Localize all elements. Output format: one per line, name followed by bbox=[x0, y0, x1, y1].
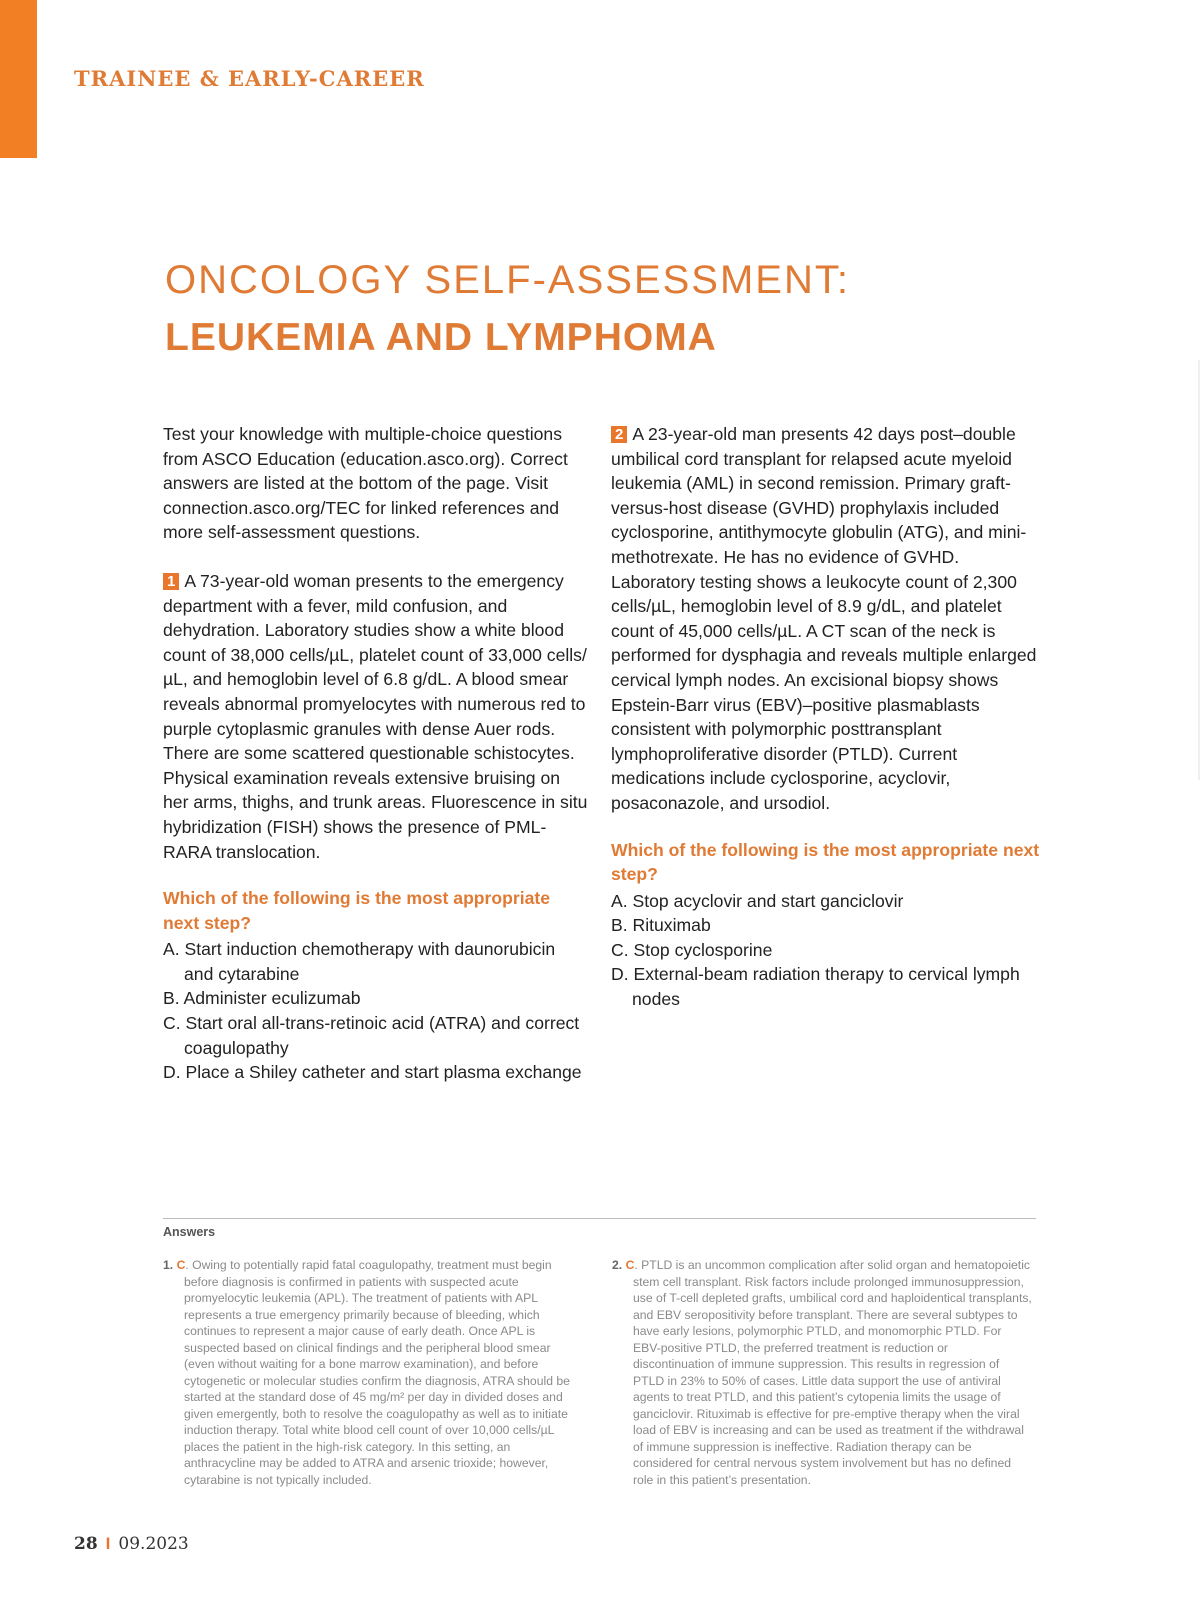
question-2-prompt: Which of the following is the most appropriate next step? bbox=[611, 839, 1040, 885]
question-text: A 23-year-old man presents 42 days post–double umbilical cord transplant for relapsed acute myeloid leukemia (AML) in second remission. Primary graft-versus-host disease (GVHD) prophylaxis included cyclosporine, antithymocyte globulin (ATG), and mini-methotrexate. He has no evidence of GVHD. Laboratory testing shows a leukocyte count of 2,300 cells/µL, hemoglobin level of 8.9 g/dL, and platelet count of 45,000 cells/µL. A CT scan of the neck is performed for dysphagia and reveals multiple enlarged cervical lymph nodes. An excisional biopsy shows Epstein-Barr virus (EBV)–positive plasmablasts consistent with polymorphic posttransplant lymphoproliferative disorder (PTLD). Current medications include cyclosporine, acyclovir, posaconazole, and ursodiol. bbox=[611, 424, 1037, 813]
option-a: A. Start induction chemotherapy with daunorubicin and cytarabine bbox=[163, 939, 556, 984]
intro-text: Test your knowledge with multiple-choice questions from ASCO Education (education.asco.org). Correct answers are listed at the bottom of the page. Visit connection.asco.org/TEC for linked references and more self-assessment questions. bbox=[163, 424, 568, 543]
issue-date: 09.2023 bbox=[118, 1534, 189, 1554]
answer-letter: C bbox=[176, 1258, 186, 1272]
option-d: D. External-beam radiation therapy to cervical lymph nodes bbox=[611, 964, 1020, 1010]
question-2-options bbox=[611, 889, 1041, 1012]
answer-number: 1. bbox=[163, 1258, 174, 1272]
question-1-stem bbox=[163, 569, 588, 864]
left-column bbox=[163, 422, 588, 1085]
option-b: B. Administer eculizumab bbox=[163, 988, 361, 1009]
answer-explanation: . PTLD is an uncommon complication after solid organ and hematopoietic stem cell transplant. Risk factors include prolonged immunosuppression, use of T-cell depleted grafts, umbilical cord and haploidentical transplants, and EBV seropositivity before transplant. There are several subtypes to have early lesions, polymorphic PTLD, and monomorphic PTLD. For EBV-positive PTLD, the preferred treatment is reduction or discontinuation of immune suppression. This results in regression of PTLD in 23% to 50% of cases. Little data support the use of antiviral agents to treat PTLD, and this patient’s cytopenia limits the usage of ganciclovir. Rituximab is effective for pre-emptive therapy when the viral load of EBV is increasing and can be used as treatment if the withdrawal of immune suppression is ineffective. Radiation therapy can be considered for central nervous system involvement but has no defined role in this patient’s presentation. bbox=[633, 1258, 1032, 1487]
question-1-options bbox=[163, 937, 588, 1085]
question-1-prompt: Which of the following is the most appropriate next step? bbox=[163, 888, 551, 933]
question-2-stem bbox=[611, 422, 1041, 816]
page-footer bbox=[74, 1534, 189, 1554]
question-text: A 73-year-old woman presents to the emergency department with a fever, mild confusion, and dehydration. Laboratory studies show a white blood count of 38,000 cells/µL, platelet count of 33,000 cells/µL, and hemoglobin level of 6.8 g/dL. A blood smear reveals abnormal promyelocytes with numerous red to purple cytoplasmic granules with dense Auer rods. There are some scattered questionable schistocytes. Physical examination reveals extensive bruising on her arms, thighs, and trunk areas. Fluorescence in situ hybridization (FISH) shows the presence of PML-RARA translocation. bbox=[163, 570, 588, 862]
footer-separator: I bbox=[105, 1534, 111, 1553]
option-d: D. Place a Shiley catheter and start plasma exchange bbox=[163, 1062, 582, 1083]
question-number-badge: 2 bbox=[611, 426, 627, 443]
accent-bar bbox=[0, 0, 37, 158]
answer-2 bbox=[612, 1257, 1032, 1488]
page-title-line2: LEUKEMIA AND LYMPHOMA bbox=[165, 316, 717, 359]
answer-letter: C bbox=[625, 1258, 635, 1272]
page-number: 28 bbox=[74, 1534, 98, 1554]
option-c: C. Stop cyclosporine bbox=[611, 939, 773, 960]
answer-number: 2. bbox=[612, 1258, 623, 1272]
answer-1 bbox=[163, 1257, 583, 1488]
section-label: TRAINEE & EARLY-CAREER bbox=[74, 66, 425, 91]
answer-explanation: . Owing to potentially rapid fatal coagulopathy, treatment must begin before diagnosis is confirmed in patients with suspected acute promyelocytic leukemia (APL). The treatment of patients with APL represents a true emergency primarily because of bleeding, which continues to represent a major cause of early death. Once APL is suspected based on clinical findings and the peripheral blood smear (even without waiting for a bone marrow examination), and before cytogenetic or molecular studies confirm the diagnosis, ATRA should be started at the standard dose of 45 mg/m² per day in divided doses and given emergently, both to resolve the coagulopathy as well as to initiate induction therapy. Total white blood cell count of over 10,000 cells/µL places the patient in the high-risk category. In this setting, an anthracycline may be added to ATRA and arsenic trioxide; however, cytarabine is not typically included. bbox=[184, 1258, 570, 1487]
option-c: C. Start oral all-trans-retinoic acid (ATRA) and correct coagulopathy bbox=[163, 1013, 580, 1058]
option-b: B. Rituximab bbox=[611, 915, 711, 936]
answers-heading: Answers bbox=[163, 1225, 216, 1239]
option-a: A. Stop acyclovir and start ganciclovir bbox=[611, 890, 904, 911]
page-title-line1: ONCOLOGY SELF-ASSESSMENT: bbox=[165, 258, 850, 302]
answers-divider bbox=[163, 1218, 1036, 1219]
right-column bbox=[611, 422, 1041, 1012]
question-number-badge: 1 bbox=[163, 573, 179, 590]
